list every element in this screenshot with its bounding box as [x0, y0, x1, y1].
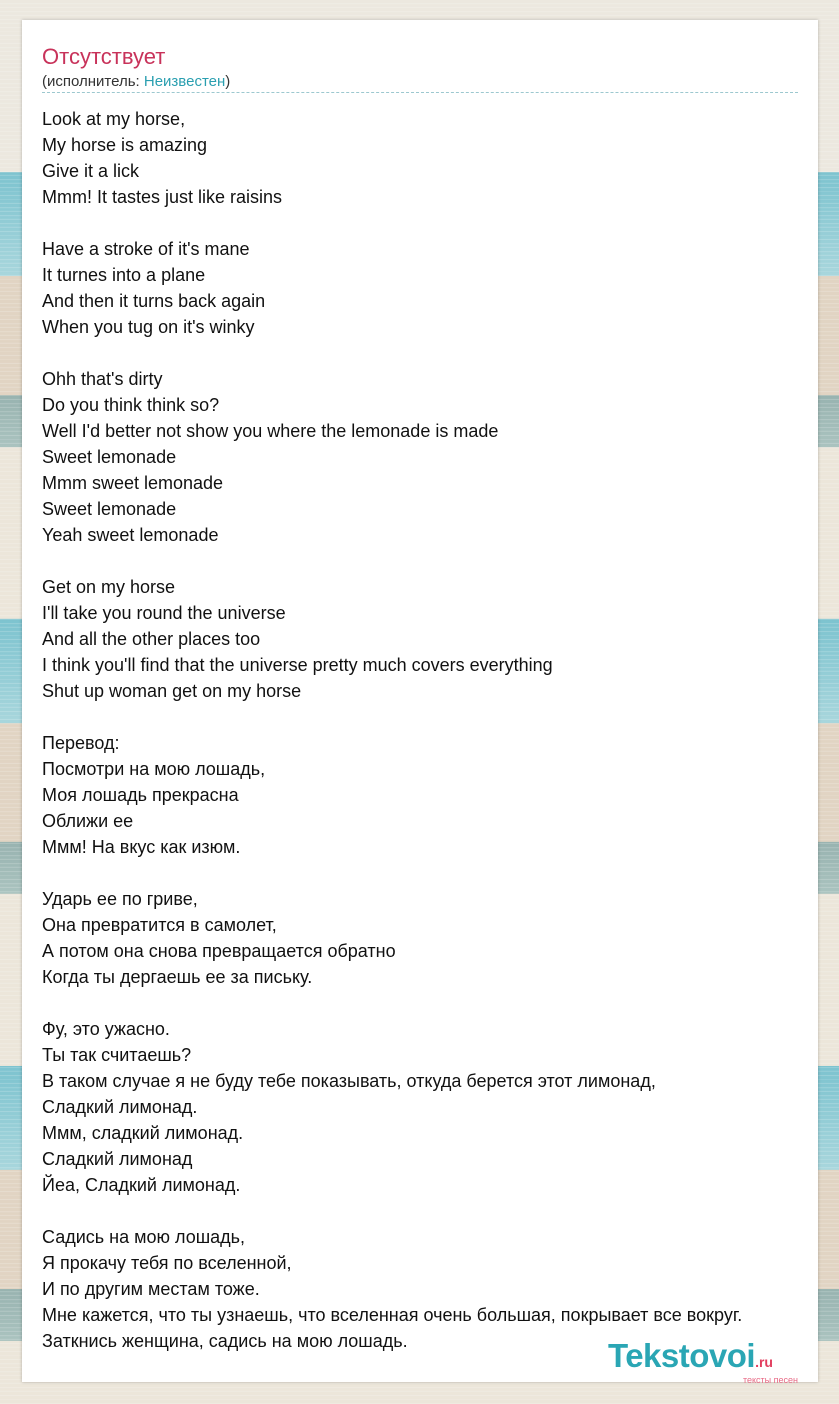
- lyric-line: Посмотри на мою лошадь,: [42, 759, 266, 779]
- lyric-line: Do you think think so?: [42, 395, 220, 415]
- lyrics-text: [42, 106, 839, 1354]
- lyric-line: I think you'll find that the universe pretty much covers everything: [42, 655, 553, 675]
- lyric-line: Когда ты дергаешь ее за письку.: [42, 967, 313, 987]
- artist-suffix: ): [225, 73, 231, 90]
- logo-name: Tekstovoi: [608, 1337, 756, 1374]
- lyric-line: Yeah sweet lemonade: [42, 525, 219, 545]
- logo-tagline: тексты песен: [742, 1375, 798, 1385]
- artist-link[interactable]: Неизвестен: [143, 73, 226, 90]
- lyric-line: Йеа, Сладкий лимонад.: [42, 1175, 241, 1195]
- lyric-line: It turnes into a plane: [42, 265, 206, 285]
- lyric-line: Well I'd better not show you where the lemonade is made: [42, 421, 499, 441]
- lyric-line: Have a stroke of it's mane: [42, 239, 250, 259]
- stanza-break: [42, 990, 839, 1016]
- lyric-line: Она превратится в самолет,: [42, 915, 277, 935]
- lyric-line: Я прокачу тебя по вселенной,: [42, 1253, 292, 1273]
- stanza-break: [42, 548, 839, 574]
- lyric-line: Садись на мою лошадь,: [42, 1227, 246, 1247]
- lyric-line: My horse is amazing: [42, 135, 208, 155]
- lyric-line: Mmm sweet lemonade: [42, 473, 224, 493]
- stanza-break: [42, 860, 839, 886]
- lyric-line: Ohh that's dirty: [42, 369, 163, 389]
- title-divider: [42, 92, 798, 93]
- lyric-line: Get on my horse: [42, 577, 176, 597]
- lyric-line: Sweet lemonade: [42, 447, 177, 467]
- lyric-line: Ммм, сладкий лимонад.: [42, 1123, 244, 1143]
- lyric-line: И по другим местам тоже.: [42, 1279, 260, 1299]
- lyric-line: Mmm! It tastes just like raisins: [42, 187, 283, 207]
- stanza-break: [42, 1198, 839, 1224]
- lyric-line: Мне кажется, что ты узнаешь, что вселенная очень большая, покрывает все вокруг.: [42, 1305, 743, 1325]
- stanza-break: [42, 210, 839, 236]
- logo-wordmark: [608, 1338, 773, 1380]
- lyric-line: And all the other places too: [42, 629, 261, 649]
- lyric-line: Ты так считаешь?: [42, 1045, 192, 1065]
- artist-line: [42, 73, 230, 91]
- lyric-line: Ударь ее по гриве,: [42, 889, 198, 909]
- song-title: Отсутствует: [42, 44, 166, 69]
- lyric-line: Перевод:: [42, 733, 120, 753]
- stanza-break: [42, 340, 839, 366]
- lyric-line: Сладкий лимонад: [42, 1149, 193, 1169]
- lyric-line: Give it a lick: [42, 161, 140, 181]
- lyric-line: I'll take you round the universe: [42, 603, 286, 623]
- logo-domain: .ru: [755, 1354, 773, 1370]
- lyric-line: Оближи ее: [42, 811, 134, 831]
- lyric-line: Фу, это ужасно.: [42, 1019, 170, 1039]
- lyric-line: Заткнись женщина, садись на мою лошадь.: [42, 1331, 408, 1351]
- lyric-line: А потом она снова превращается обратно: [42, 941, 396, 961]
- stanza-break: [42, 704, 839, 730]
- lyric-line: Shut up woman get on my horse: [42, 681, 302, 701]
- lyrics-card: [22, 20, 818, 1385]
- lyric-line: When you tug on it's winky: [42, 317, 255, 337]
- lyric-line: And then it turns back again: [42, 291, 266, 311]
- lyric-line: Сладкий лимонад.: [42, 1097, 198, 1117]
- lyric-line: Sweet lemonade: [42, 499, 177, 519]
- lyric-line: Моя лошадь прекрасна: [42, 785, 239, 805]
- lyric-line: В таком случае я не буду тебе показывать, откуда берется этот лимонад,: [42, 1071, 656, 1091]
- artist-prefix: (исполнитель:: [42, 73, 144, 90]
- site-logo[interactable]: [608, 1338, 816, 1384]
- lyric-line: Ммм! На вкус как изюм.: [42, 837, 241, 857]
- lyric-line: Look at my horse,: [42, 109, 186, 129]
